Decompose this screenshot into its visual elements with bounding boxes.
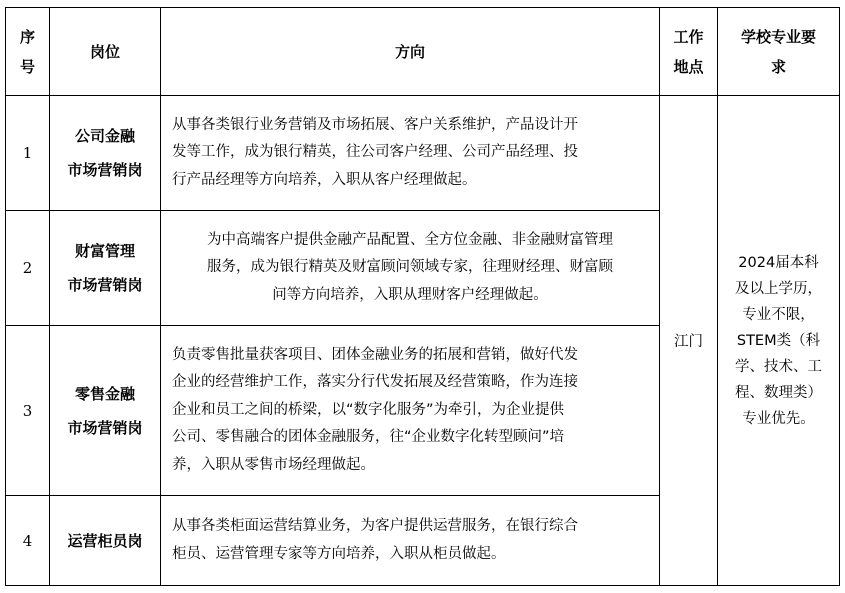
position-line: 市场营销岗 — [67, 161, 143, 179]
position-line: 零售金融 — [74, 384, 135, 403]
requirements-cell — [718, 96, 840, 586]
requirement-line: 程、数理类） — [735, 384, 822, 401]
header-position: 岗位 — [50, 8, 161, 96]
header-requirements-line-2: 求 — [770, 57, 786, 76]
position-line: 公司金融 — [74, 127, 135, 145]
position-line: 市场营销岗 — [67, 418, 143, 437]
requirement-line: 专业不限， — [742, 306, 815, 323]
direction-line: 从事各类银行业务营销及市场拓展、客户关系维护，产品设计开 — [172, 116, 578, 133]
row-number: 4 — [6, 496, 50, 586]
direction-line: 公司、零售融合的团体金融服务，往“企业数字化转型顾问”培 — [172, 429, 565, 446]
header-requirements-line-1: 学校专业要 — [740, 27, 816, 46]
direction-line: 服务，成为银行精英及财富顾问领域专家，往理财经理、财富顾 — [207, 259, 613, 276]
header-direction: 方向 — [161, 8, 660, 96]
direction-line: 行产品经理等方向培养，入职从客户经理做起。 — [172, 171, 477, 188]
direction-line: 负责零售批量获客项目、团体金融业务的拓展和营销，做好代发 — [172, 346, 578, 363]
header-num — [6, 8, 50, 96]
position-line: 市场营销岗 — [67, 276, 143, 294]
position-line: 财富管理 — [74, 242, 135, 260]
header-location — [660, 8, 718, 96]
header-num-line-1: 序 — [19, 27, 35, 46]
direction-line: 问等方向培养，入职从理财客户经理做起。 — [272, 286, 548, 303]
header-location-line-2: 地点 — [673, 57, 704, 76]
row-number: 1 — [6, 96, 50, 211]
requirement-line: STEM类（科 — [736, 332, 821, 349]
direction-line: 发等工作，成为银行精英，往公司客户经理、公司产品经理、投 — [172, 144, 578, 161]
table-row — [6, 96, 840, 211]
row-number: 2 — [6, 211, 50, 326]
direction-line: 企业和员工之间的桥梁，以“数字化服务”为牵引，为企业提供 — [172, 401, 565, 418]
requirement-line: 学、技术、工 — [735, 358, 822, 375]
requirement-line: 及以上学历， — [735, 280, 822, 297]
direction-cell — [161, 496, 660, 586]
recruitment-table-wrapper — [5, 7, 840, 586]
position-cell — [50, 496, 161, 586]
recruitment-table — [5, 7, 840, 586]
requirement-line: 2024届本科 — [738, 254, 819, 271]
position-cell — [50, 326, 161, 496]
position-cell — [50, 211, 161, 326]
requirement-line: 专业优先。 — [742, 410, 815, 427]
direction-line: 为中高端客户提供金融产品配置、全方位金融、非金融财富管理 — [207, 231, 613, 248]
row-number: 3 — [6, 326, 50, 496]
header-num-line-2: 号 — [19, 57, 35, 76]
position-cell — [50, 96, 161, 211]
direction-cell — [161, 211, 660, 326]
direction-cell — [161, 326, 660, 496]
direction-line: 柜员、运营管理专家等方向培养，入职从柜员做起。 — [172, 545, 506, 562]
header-location-line-1: 工作 — [673, 27, 704, 46]
direction-cell — [161, 96, 660, 211]
position-line: 运营柜员岗 — [67, 531, 143, 550]
location-cell: 江门 — [660, 96, 718, 586]
direction-line: 企业的经营维护工作，落实分行代发拓展及经营策略，作为连接 — [172, 374, 578, 391]
header-requirements — [718, 8, 840, 96]
direction-line: 养，入职从零售市场经理做起。 — [172, 456, 375, 473]
direction-line: 从事各类柜面运营结算业务，为客户提供运营服务，在银行综合 — [172, 518, 578, 534]
header-row — [6, 8, 840, 96]
